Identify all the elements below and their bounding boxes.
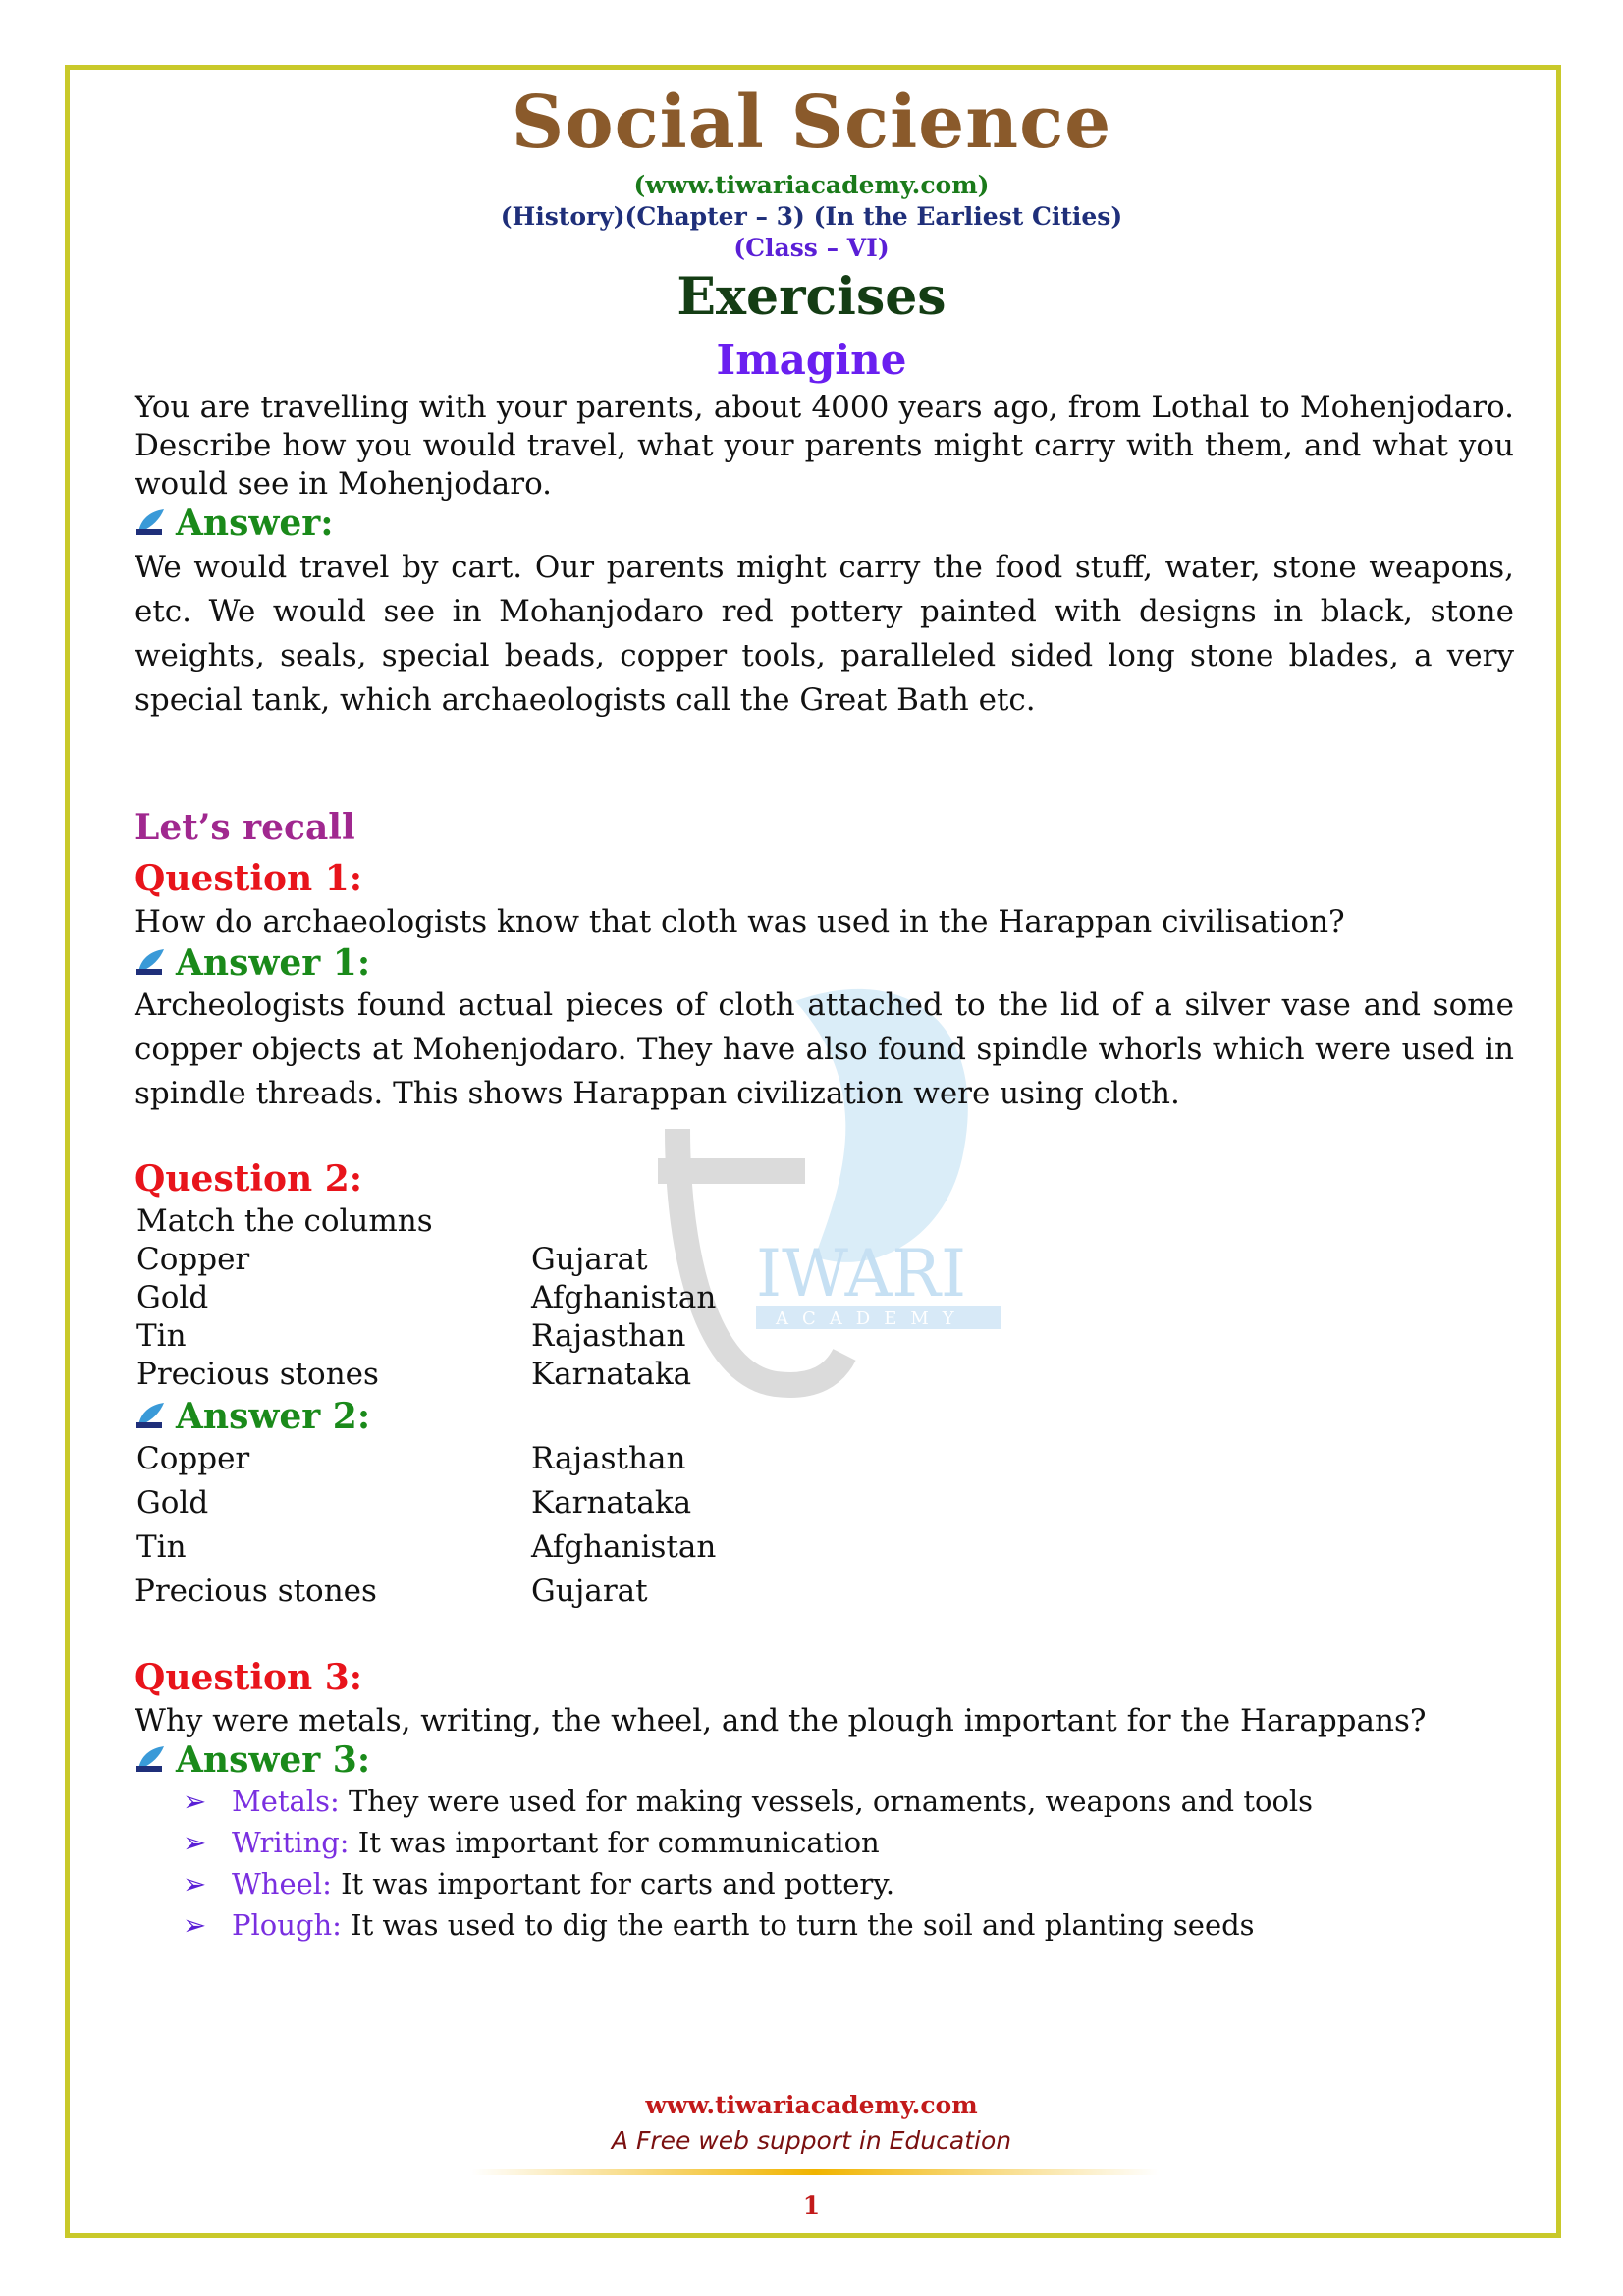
tiwari-pen-icon [135,505,168,534]
svg-text:ACADEMY: ACADEMY [776,1308,968,1329]
match-left-item: Gold [136,1280,209,1315]
footer-divider [471,2169,1159,2175]
arrow-bullet-icon: ➢ [183,1908,207,1942]
tiwari-pen-icon [135,1398,168,1427]
question-1-text: How do archaeologists know that cloth was used in the Harappan civilisation? [135,904,1345,939]
match-left-item: Precious stones [136,1357,379,1392]
match-left-item: Tin [136,1318,187,1354]
footer-site-link[interactable]: www.tiwariacademy.com [645,2091,978,2119]
answer-left-item: Tin [136,1529,187,1565]
answer-right-item: Rajasthan [531,1441,686,1476]
arrow-bullet-icon: ➢ [183,1785,207,1818]
footer-tagline: A Free web support in Education [611,2126,1012,2155]
answer-3-bullet: ➢ Metals: They were used for making vessels, ornaments, weapons and tools [183,1785,1314,1818]
page-title: Social Science [511,80,1112,165]
answer-3-bullet: ➢ Wheel: It was important for carts and pottery. [183,1867,895,1900]
answer-right-item: Gujarat [531,1574,648,1609]
answer-left-item: Precious stones [135,1574,377,1609]
answer-left-item: Gold [136,1485,209,1521]
tiwari-pen-icon [135,1741,168,1771]
arrow-bullet-icon: ➢ [183,1867,207,1900]
question-2-label: Question 2: [135,1158,363,1200]
tiwari-pen-icon [135,944,168,974]
lets-recall-heading: Let’s recall [135,807,355,848]
match-right-item: Karnataka [531,1357,692,1392]
page-number: 1 [802,2191,821,2219]
match-right-item: Rajasthan [531,1318,686,1354]
answer-3-bullet: ➢ Writing: It was important for communication [183,1826,880,1859]
arrow-bullet-icon: ➢ [183,1826,207,1859]
match-left-item: Copper [136,1242,250,1277]
answer-1-text: Archeologists found actual pieces of cloth attached to the lid of a silver vase and some copper objects at Mohenjodaro. They have also found spindle whorls which were used in spindle threads. This shows Harappan civilization were using cloth. [135,988,1514,1111]
chapter-heading: (History)(Chapter – 3) (In the Earliest Cities) [500,202,1123,231]
answer-right-item: Karnataka [531,1485,692,1521]
class-heading: (Class – VI) [733,234,890,262]
answer-3-bullet: ➢ Plough: It was used to dig the earth to turn the soil and planting seeds [183,1908,1255,1942]
answer-1-heading: Answer 1: [135,942,370,984]
exercises-heading: Exercises [676,267,947,327]
imagine-question: You are travelling with your parents, about 4000 years ago, from Lothal to Mohenjodaro. Describe how you would travel, what your parents might carry with them, and what you would see in Mohenjodaro. [135,390,1514,502]
imagine-answer-heading: Answer: [135,503,334,544]
match-right-item: Afghanistan [531,1280,717,1315]
svg-text:IWARI: IWARI [756,1236,967,1311]
imagine-answer: We would travel by cart. Our parents might carry the food stuff, water, stone weapons, etc. We would see in Mohanjodaro red pottery painted with designs in black, stone weights, seals, special beads, copper tools, paralleled sided long stone blades, a very special tank, which archaeologists call the Great Bath etc. [135,550,1514,718]
question-1-label: Question 1: [135,858,363,899]
answer-right-item: Afghanistan [531,1529,717,1565]
question-3-text: Why were metals, writing, the wheel, and the plough important for the Harappans? [135,1703,1427,1738]
answer-2-heading: Answer 2: [135,1396,370,1437]
site-link[interactable]: (www.tiwariacademy.com) [633,171,990,199]
answer-3-heading: Answer 3: [135,1739,370,1781]
question-2-text: Match the columns [136,1203,433,1239]
question-3-label: Question 3: [135,1657,363,1698]
answer-left-item: Copper [136,1441,250,1476]
imagine-heading: Imagine [716,336,907,384]
match-right-item: Gujarat [531,1242,648,1277]
